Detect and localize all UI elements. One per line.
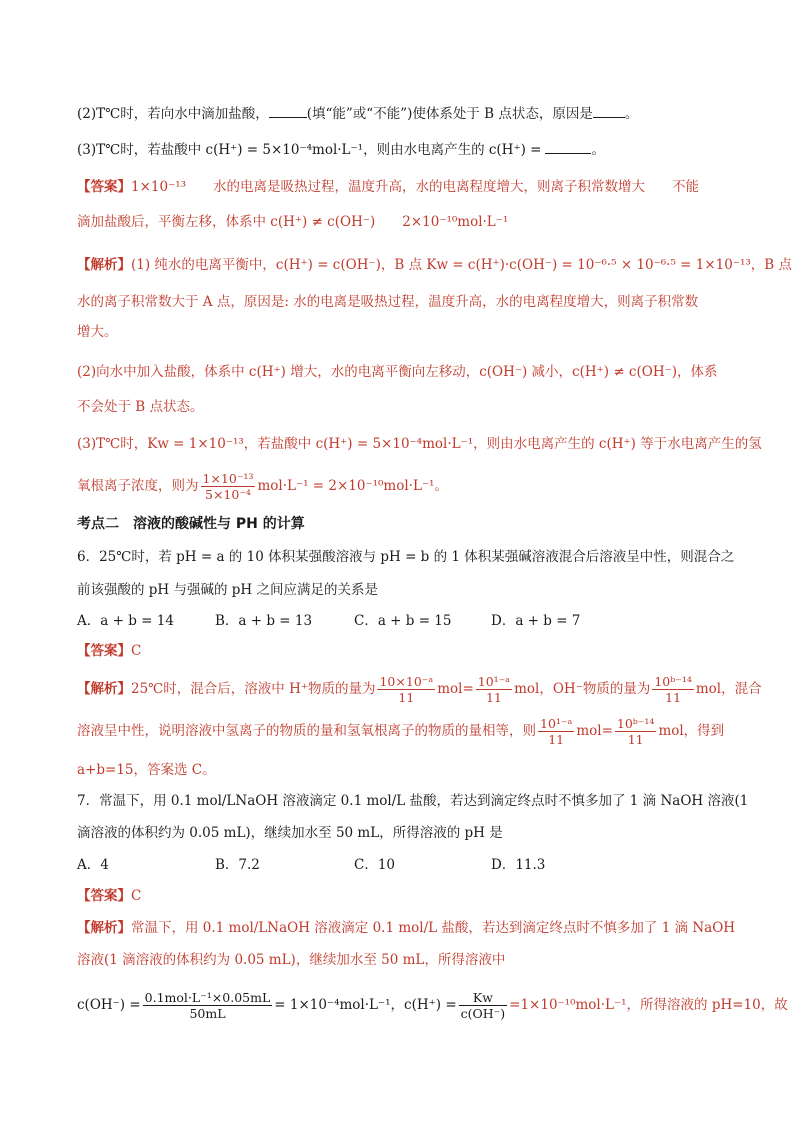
option-c: C．a + b = 15 bbox=[354, 613, 452, 629]
answer-text: 1×10⁻¹³ 水的电离是吸热过程，温度升高，水的电离程度增大，则离子积常数增大 不能 bbox=[131, 179, 700, 195]
answer-blank bbox=[593, 103, 625, 118]
analysis-text: mol，得到 bbox=[658, 723, 725, 739]
fraction-numerator: 1×10⁻¹³ bbox=[202, 471, 254, 486]
question-text: 滴溶液的体积约为 0.05 mL)，继续加水至 50 mL，所得溶液的 pH 是 bbox=[77, 825, 503, 841]
fraction-numerator: 10ᵇ⁻¹⁴ bbox=[654, 674, 692, 689]
question-7 bbox=[77, 791, 749, 811]
fraction-numerator: 10ᵇ⁻¹⁴ bbox=[616, 716, 655, 731]
option-d: D．11.3 bbox=[491, 857, 546, 873]
fraction bbox=[615, 716, 657, 747]
option-b: B．7.2 bbox=[215, 857, 260, 873]
fraction-numerator: 10×10⁻ᵃ bbox=[379, 674, 434, 689]
analysis-text: mol，混合 bbox=[695, 681, 762, 697]
analysis-text-line bbox=[77, 322, 724, 342]
analysis-text-line bbox=[77, 760, 724, 780]
fraction-denominator: c(OH⁻) bbox=[460, 1006, 506, 1021]
fraction bbox=[652, 674, 694, 705]
answer-block bbox=[77, 886, 724, 906]
analysis-formula bbox=[77, 988, 788, 1022]
fraction-denominator: 11 bbox=[548, 732, 565, 747]
fraction-denominator: 11 bbox=[665, 690, 682, 705]
fraction bbox=[377, 674, 435, 705]
fraction bbox=[476, 674, 512, 705]
fraction-denominator: 11 bbox=[398, 690, 415, 705]
answer-block bbox=[77, 177, 724, 197]
analysis-text: 不会处于 B 点状态。 bbox=[77, 399, 204, 415]
question-text-line bbox=[77, 823, 724, 843]
fraction bbox=[538, 716, 574, 747]
answer-text: 滴加盐酸后，平衡左移，体系中 c(H⁺) ≠ c(OH⁻) 2×10⁻¹⁰mol·L⁻¹ bbox=[77, 214, 509, 230]
analysis-block bbox=[77, 673, 762, 705]
formula-text: = 1×10⁻⁴mol·L⁻¹，c(H⁺) = bbox=[274, 997, 457, 1013]
fraction-numerator: Kw bbox=[459, 990, 508, 1006]
fraction-numerator: 10¹⁻ᵃ bbox=[540, 716, 573, 731]
analysis-text-line bbox=[77, 470, 724, 502]
analysis-label: 【解析】 bbox=[77, 681, 131, 697]
option-d: D．a + b = 7 bbox=[491, 613, 581, 629]
fraction-denominator: 11 bbox=[485, 690, 502, 705]
fraction-denominator: 50mL bbox=[189, 1006, 226, 1021]
answer-label: 【答案】 bbox=[77, 888, 131, 904]
analysis-text: mol= bbox=[576, 723, 613, 739]
analysis-text: 溶液(1 滴溶液的体积约为 0.05 mL)，继续加水至 50 mL，所得溶液中 bbox=[77, 952, 506, 968]
section-heading: 考点二 溶液的酸碱性与 PH 的计算 bbox=[77, 516, 305, 532]
q2-text: (2)T℃时，若向水中滴加盐酸， bbox=[77, 106, 269, 122]
analysis-text: 增大。 bbox=[77, 324, 118, 340]
answer-value: C bbox=[131, 888, 142, 904]
analysis-label: 【解析】 bbox=[77, 920, 131, 936]
answer-block bbox=[77, 641, 724, 661]
option-a: A．a + b = 14 bbox=[77, 613, 174, 629]
analysis-text: mol·L⁻¹ = 2×10⁻¹⁰mol·L⁻¹。 bbox=[257, 478, 448, 494]
fraction bbox=[143, 990, 273, 1021]
answer-label: 【答案】 bbox=[77, 643, 131, 659]
analysis-text: (1) 纯水的电离平衡中，c(H⁺) = c(OH⁻)，B 点 Kw = c(H⁺)·c(OH⁻) = 10⁻⁶·⁵ × 10⁻⁶·⁵ = 1×10⁻¹³，B 点 bbox=[131, 257, 793, 273]
analysis-text: 溶液呈中性，说明溶液中氢离子的物质的量和氢氧根离子的物质的量相等，则 bbox=[77, 723, 536, 739]
analysis-text-line bbox=[77, 362, 724, 382]
answer-value: C bbox=[131, 643, 142, 659]
question-3: (3)T℃时，若盐酸中 c(H⁺) = 5×10⁻⁴mol·L⁻¹，则由水电离产生的 c(H⁺) = 。 bbox=[77, 139, 724, 160]
question-2: (2)T℃时，若向水中滴加盐酸， (填“能”或“不能”)使体系处于 B 点状态，原因是 。 bbox=[77, 103, 724, 124]
analysis-text: 氧根离子浓度，则为 bbox=[77, 478, 199, 494]
analysis-text: 常温下，用 0.1 mol/LNaOH 溶液滴定 0.1 mol/L 盐酸，若达到滴定终点时不慎多加了 1 滴 NaOH bbox=[131, 920, 736, 936]
analysis-text: 25℃时，混合后，溶液中 H⁺物质的量为 bbox=[131, 681, 376, 697]
answer-block-line bbox=[77, 212, 724, 232]
question-6 bbox=[77, 547, 735, 567]
option-b: B．a + b = 13 bbox=[215, 613, 313, 629]
analysis-text-line bbox=[77, 434, 762, 454]
question-text: 7．常温下，用 0.1 mol/LNaOH 溶液滴定 0.1 mol/L 盐酸，若达到滴定终点时不慎多加了 1 滴 NaOH 溶液(1 bbox=[77, 793, 749, 809]
option-c: C．10 bbox=[354, 857, 396, 873]
analysis-label: 【解析】 bbox=[77, 257, 131, 273]
analysis-text-line bbox=[77, 715, 724, 747]
analysis-text: 水的离子积常数大于 A 点，原因是: 水的电离是吸热过程，温度升高，水的电离程度增大，则离子积常数 bbox=[77, 294, 699, 310]
question-text-line bbox=[77, 580, 724, 600]
analysis-block bbox=[77, 255, 793, 275]
analysis-text: (2)向水中加入盐酸，体系中 c(H⁺) 增大，水的电离平衡向左移动，c(OH⁻) 减小，c(H⁺) ≠ c(OH⁻)，体系 bbox=[77, 364, 718, 380]
fraction-numerator: 0.1mol·L⁻¹×0.05mL bbox=[144, 990, 271, 1005]
formula-text: =1×10⁻¹⁰mol·L⁻¹，所得溶液的 pH=10，故 bbox=[509, 997, 788, 1013]
analysis-text: a+b=15，答案选 C。 bbox=[77, 762, 216, 778]
fraction bbox=[459, 990, 508, 1021]
question-text: 6．25℃时，若 pH = a 的 10 体积某强酸溶液与 pH = b 的 1 体积某强碱溶液混合后溶液呈中性，则混合之 bbox=[77, 549, 735, 565]
fraction-numerator: 10¹⁻ᵃ bbox=[477, 674, 511, 689]
answer-blank bbox=[545, 139, 591, 154]
answer-label: 【答案】 bbox=[77, 179, 131, 195]
q2-text: (填“能”或“不能”)使体系处于 B 点状态，原因是 bbox=[306, 106, 593, 122]
fraction-denominator: 11 bbox=[627, 732, 644, 747]
option-a: A．4 bbox=[77, 857, 109, 873]
analysis-text: mol，OH⁻物质的量为 bbox=[514, 681, 651, 697]
analysis-text-line bbox=[77, 292, 724, 312]
question-text: 前该强酸的 pH 与强碱的 pH 之间应满足的关系是 bbox=[77, 582, 378, 598]
q3-text: (3)T℃时，若盐酸中 c(H⁺) = 5×10⁻⁴mol·L⁻¹，则由水电离产生的 c(H⁺) = bbox=[77, 142, 542, 158]
fraction-denominator: 5×10⁻⁴ bbox=[205, 487, 251, 502]
answer-blank bbox=[269, 103, 307, 118]
fraction bbox=[201, 471, 256, 502]
analysis-block bbox=[77, 918, 736, 938]
analysis-text: mol= bbox=[437, 681, 474, 697]
analysis-text-line bbox=[77, 950, 724, 970]
formula-text: c(OH⁻) = bbox=[77, 997, 141, 1013]
analysis-text: (3)T℃时，Kw = 1×10⁻¹³，若盐酸中 c(H⁺) = 5×10⁻⁴mol·L⁻¹，则由水电离产生的 c(H⁺) 等于水电离产生的氢 bbox=[77, 436, 762, 452]
analysis-text-line bbox=[77, 397, 724, 417]
